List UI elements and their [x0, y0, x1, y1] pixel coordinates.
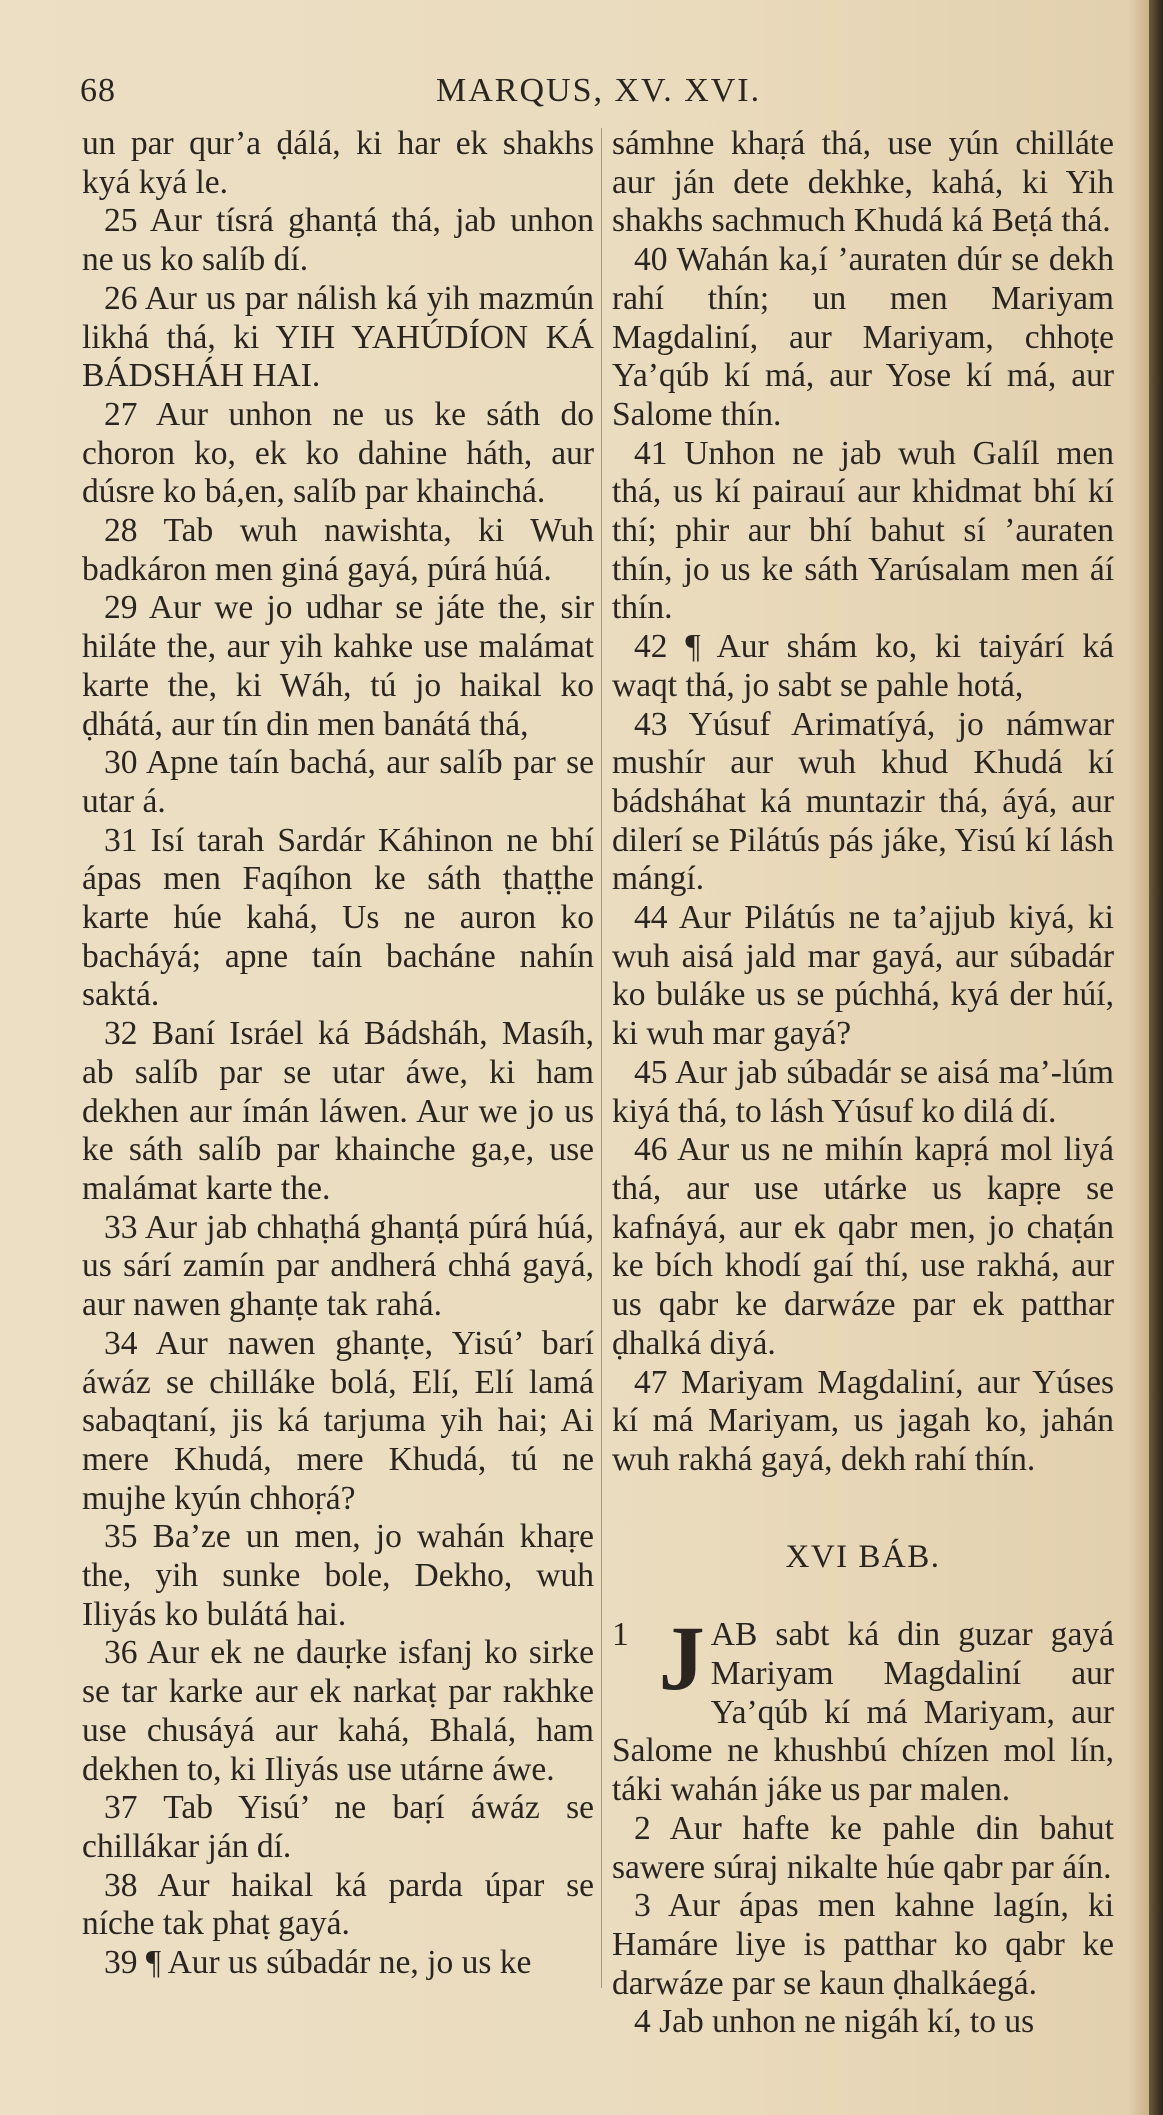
- verse: 2 Aur hafte ke pahle din bahut sawere súraj nikalte húe qabr par áín.: [612, 1809, 1114, 1886]
- verse: 45 Aur jab súbadár se aisá ma’-lúm kiyá thá, to lásh Yúsuf ko dilá dí.: [612, 1053, 1114, 1130]
- column-divider: [601, 128, 602, 1988]
- verse-text: AB sabt ká din guzar gayá Mariyam Magdaliní aur Ya’qúb kí má Mariyam, aur Salome ne khushbú chízen mol lín, táki wahán jáke us par malen.: [612, 1616, 1114, 1809]
- verse: 42 ¶ Aur shám ko, ki taiyárí ká waqt thá, jo sabt se pahle hotá,: [612, 628, 1114, 704]
- running-header: [80, 72, 1090, 122]
- verse: 39 ¶ Aur us súbadár ne, jo us ke: [104, 1944, 532, 1982]
- chapter-heading: XVI BÁB.: [785, 1538, 941, 1575]
- verse: 36 Aur ek ne dauṛke isfanj ko sirke se tar karke aur ek narkaṭ par rakhke use chusáyá aur kahá, Bhalá, ham dekhen to, ki Iliyás use utárne áwe.: [82, 1634, 594, 1788]
- verse: 46 Aur us ne mihín kapṛá mol liyá thá, aur use utárke us kapṛe se kafnáyá, aur ek qabr men, jo chaṭán ke bích khodí gaí thí, use rakhá, aur us qabr ke darwáze par ek patthar ḍhalká diyá.: [612, 1131, 1114, 1362]
- verse: 43 Yúsuf Arimatíyá, jo námwar mushír aur wuh khud Khudá kí bádsháhat ká muntazir thá, áyá, aur dilerí se Pilátús pás jáke, Yisú kí lásh mángí.: [612, 705, 1114, 898]
- verse: 25 Aur tísrá ghanṭá thá, jab unhon ne us ko salíb dí.: [82, 202, 594, 279]
- verse: 33 Aur jab chhaṭhá ghanṭá púrá húá, us sárí zamín par andherá chhá gayá, aur nawen ghanṭe tak rahá.: [82, 1208, 594, 1324]
- left-column: [82, 125, 594, 1983]
- running-title: MARQUS, XV. XVI.: [436, 72, 762, 109]
- verse-number: 1: [612, 1616, 629, 1654]
- verse: 34 Aur nawen ghanṭe, Yisú’ barí áwáz se chilláke bolá, Elí, Elí lamá sabaqtaní, jis ká tarjuma yih hai; Ai mere Khudá, mere Khudá, tú ne mujhe kyún chhoṛá?: [82, 1324, 594, 1517]
- verse: 44 Aur Pilátús ne ta’ajjub kiyá, ki wuh aisá jald mar gayá, aur súbadár ko buláke us se púchhá, kyá der húí, ki wuh mar gayá?: [612, 899, 1114, 1053]
- verse: 38 Aur haikal ká parda úpar se níche tak phaṭ gayá.: [82, 1866, 594, 1943]
- verse: 40 Wahán ka,í ’auraten dúr se dekh rahí thín; un men Mariyam Magdaliní, aur Mariyam, chhoṭe Ya’qúb kí má, aur Yose kí má, aur Salome thín.: [612, 241, 1114, 433]
- verse: 30 Apne taín bachá, aur salíb par se utar á.: [82, 744, 594, 820]
- verse: 26 Aur us par nálish ká yih mazmún likhá thá, ki YIH YAHÚDÍON KÁ BÁDSHÁH HAI.: [82, 279, 594, 395]
- drop-cap: J: [658, 1607, 705, 1710]
- verse: 3 Aur ápas men kahne lagín, ki Hamáre liye is patthar ko qabr ke darwáze par se kaun ḍhalkáegá.: [612, 1887, 1114, 2002]
- page-edge: [1149, 0, 1163, 2115]
- verse-continuation: sámhne khaṛá thá, use yún chilláte aur ján dete dekhke, kahá, ki Yih shakhs sachmuch Khudá ká Beṭá thá.: [612, 125, 1114, 240]
- verse: 29 Aur we jo udhar se játe the, sir hiláte the, aur yih kahke use malámat karte the, ki Wáh, tú jo haikal ko ḍhátá, aur tín din men banátá thá,: [82, 589, 594, 743]
- right-column: [612, 125, 1114, 2042]
- verse: 47 Mariyam Magdaliní, aur Yúses kí má Mariyam, us jagah ko, jahán wuh rakhá gayá, dekh rahí thín.: [612, 1363, 1114, 1478]
- page-number: 68: [80, 72, 116, 109]
- verse: 35 Ba’ze un men, jo wahán khaṛe the, yih sunke bole, Dekho, wuh Iliyás ko bulátá hai.: [82, 1518, 594, 1633]
- verse: 28 Tab wuh nawishta, ki Wuh badkáron men giná gayá, púrá húá.: [82, 512, 594, 588]
- verse: 41 Unhon ne jab wuh Galíl men thá, us kí pairauí aur khidmat bhí kí thí; phir aur bhí bahut sí ’auraten thín, jo us ke sáth Yarúsalam men áí thín.: [612, 434, 1114, 627]
- verse: 32 Baní Isráel ká Bádsháh, Masíh, ab salíb par se utar áwe, ki ham dekhen aur ímán láwen. Aur we jo us ke sáth salíb par khainche ga,e, use malámat karte the.: [82, 1015, 594, 1207]
- verse: 37 Tab Yisú’ ne baṛí áwáz se chillákar ján dí.: [82, 1789, 594, 1865]
- verse: 27 Aur unhon ne us ke sáth do choron ko, ek ko dahine háth, aur dúsre ko bá,en, salíb par khainchá.: [82, 395, 594, 511]
- verse-continuation: un par qur’a ḍálá, ki har ek shakhs kyá kyá le.: [82, 125, 594, 201]
- verse: 4 Jab unhon ne nigáh kí, to us: [634, 2003, 1035, 2041]
- chapter-first-verse: [612, 1607, 1114, 1810]
- verse: 31 Isí tarah Sardár Káhinon ne bhí ápas men Faqíhon ke sáth ṭhaṭṭhe karte húe kahá, Us ne auron ko bacháyá; apne taín bacháne nahín saktá.: [82, 821, 594, 1014]
